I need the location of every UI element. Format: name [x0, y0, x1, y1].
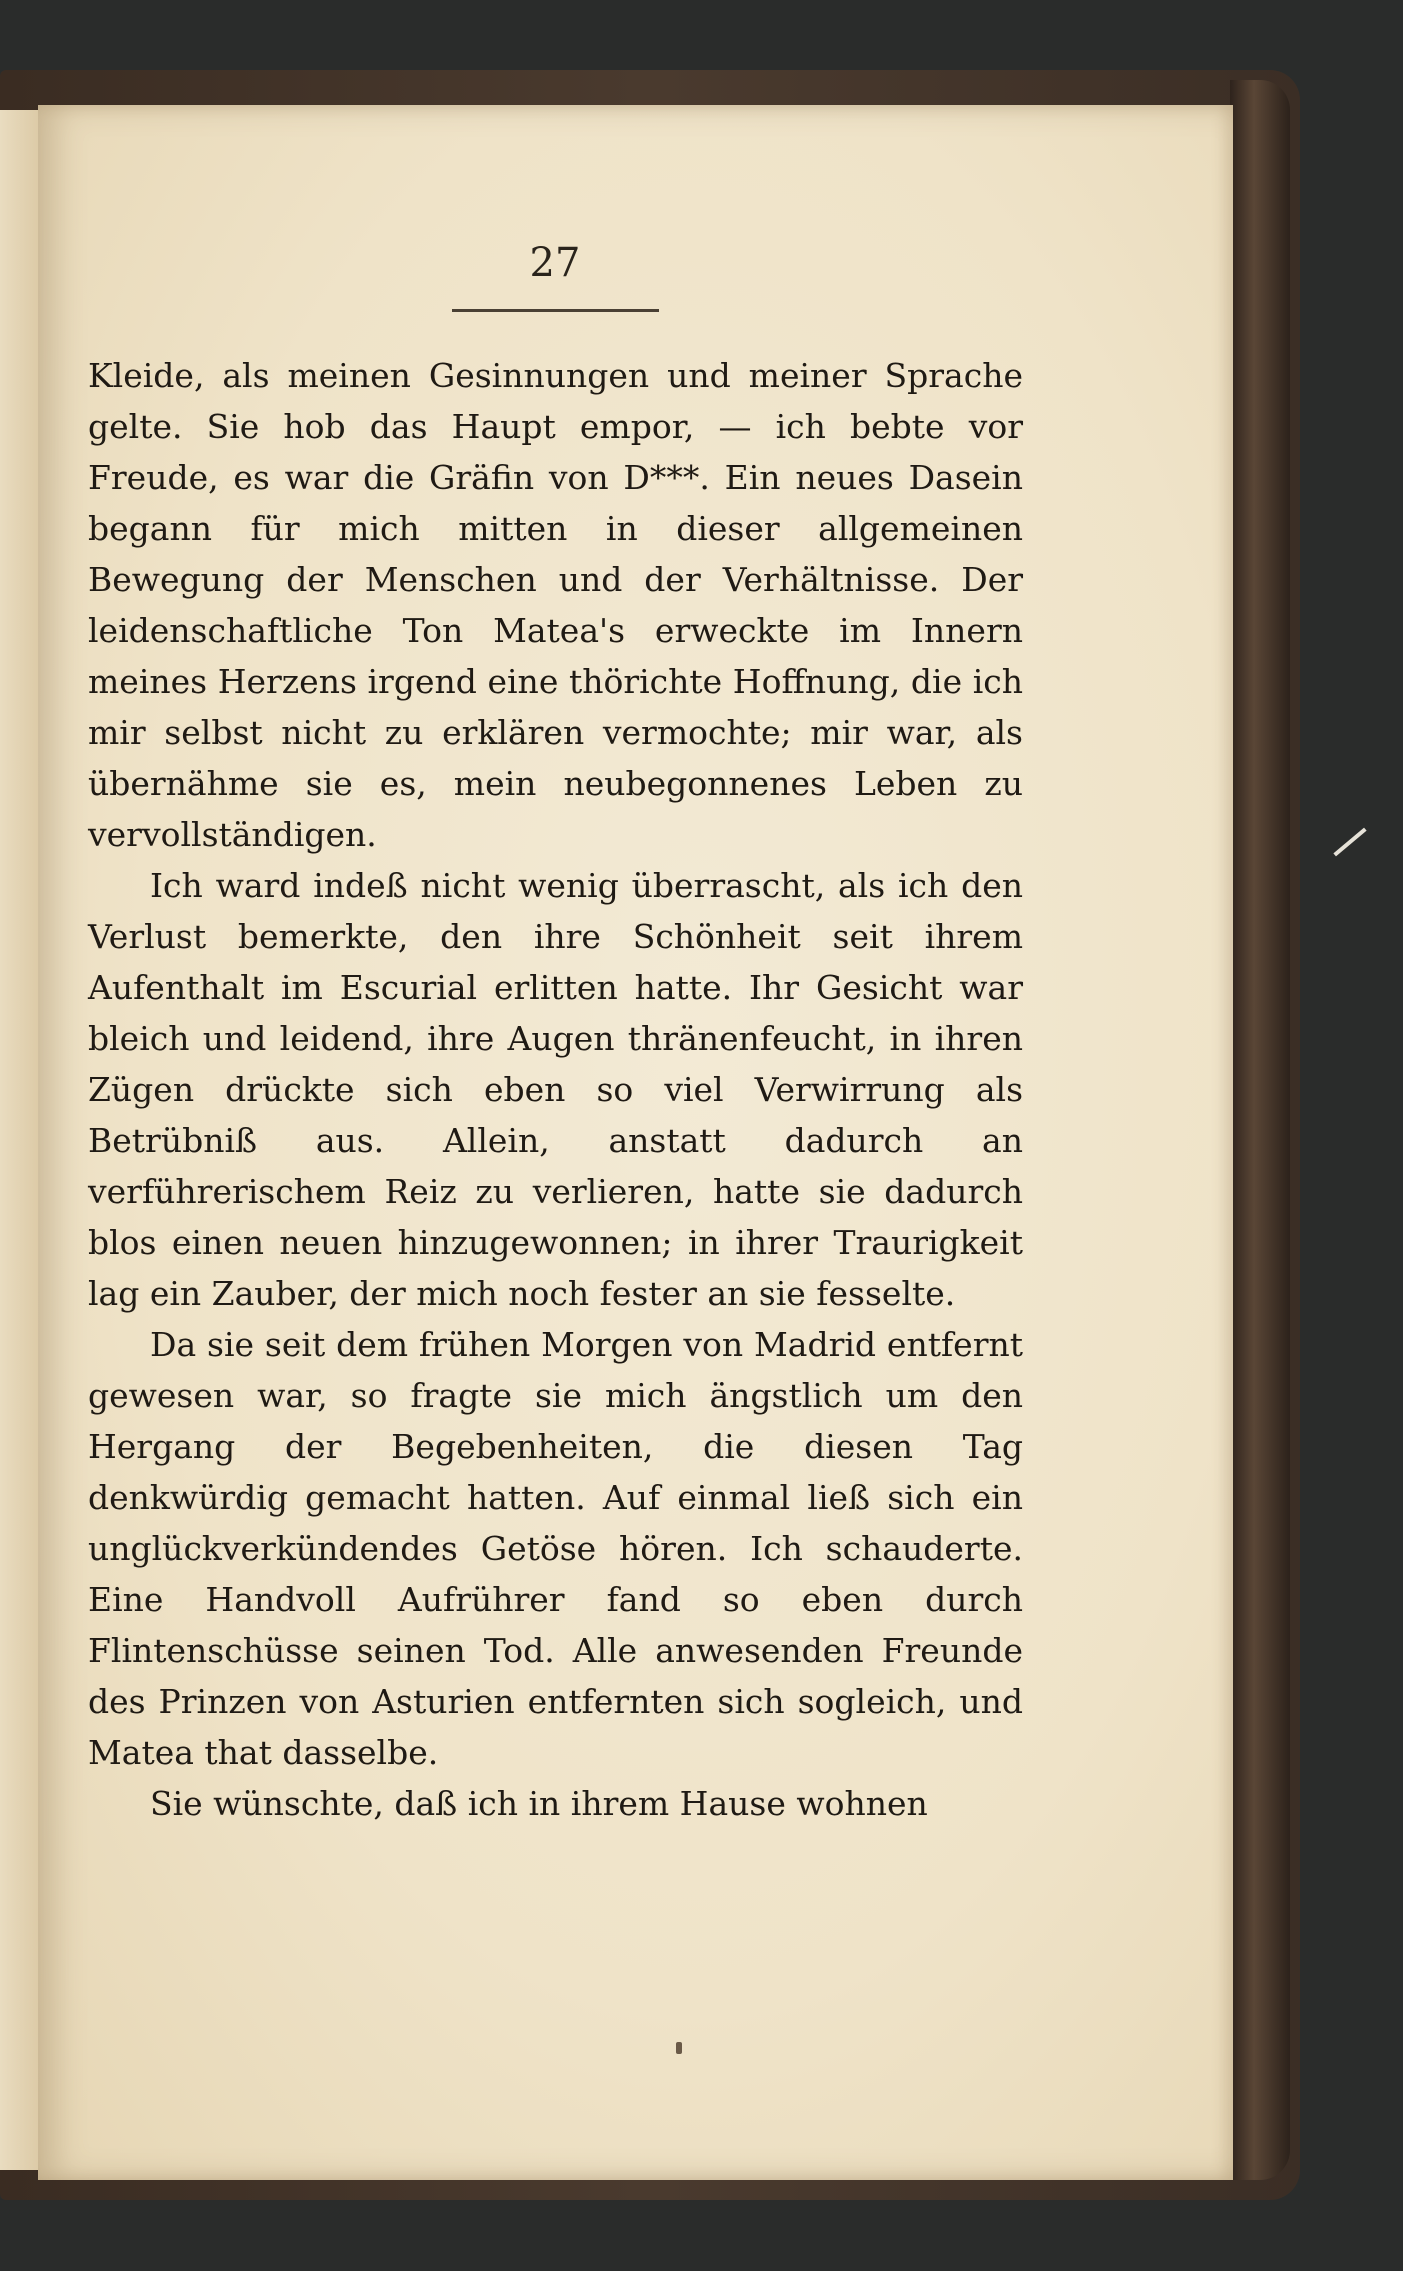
paragraph: Kleide, als meinen Gesinnungen und meiner Sprache gelte. Sie hob das Haupt empor, — ich bebte vor Freude, es war die Gräfin von D***. Ein neues Dasein begann für mich mitten in dieser allgemeinen Bewegung der Menschen und der Verhältnisse. Der leidenschaftliche Ton Matea's erweckte im Innern meines Herzens irgend eine thörichte Hoffnung, die ich mir selbst nicht zu erklären vermochte; mir war, als übernähme sie es, mein neubegonnenes Leben zu vervollständigen.: [88, 356, 1023, 854]
pencil-mark: [1333, 828, 1366, 857]
left-page-edge: [0, 110, 40, 2170]
paragraph: Ich ward indeß nicht wenig überrascht, als ich den Verlust bemerkte, den ihre Schönheit seit ihrem Aufenthalt im Escurial erlitten hatte. Ihr Gesicht war bleich und leidend, ihre Augen thränenfeucht, in ihren Zügen drückte sich eben so viel Verwirrung als Betrübniß aus. Allein, anstatt dadurch an verführerischem Reiz zu verlieren, hatte sie dadurch blos einen neuen hinzugewonnen; in ihrer Traurigkeit lag ein Zauber, der mich noch fester an sie fesselte.: [88, 866, 1023, 1313]
ink-mark: [676, 2042, 682, 2054]
body-text: [88, 350, 1023, 1829]
paragraph: Da sie seit dem frühen Morgen von Madrid entfernt gewesen war, so fragte sie mich ängstlich um den Hergang der Begebenheiten, die diesen Tag denkwürdig gemacht hatten. Auf einmal ließ sich ein unglückverkündendes Getöse hören. Ich schauderte. Eine Handvoll Aufrührer fand so eben durch Flintenschüsse seinen Tod. Alle anwesenden Freunde des Prinzen von Asturien entfernten sich sogleich, und Matea that dasselbe.: [88, 1325, 1023, 1772]
page-number: 27: [529, 240, 581, 286]
paragraph: Sie wünschte, daß ich in ihrem Hause wohnen: [150, 1784, 928, 1823]
header-rule: [452, 309, 659, 312]
book-cover-edge: [1230, 80, 1290, 2180]
